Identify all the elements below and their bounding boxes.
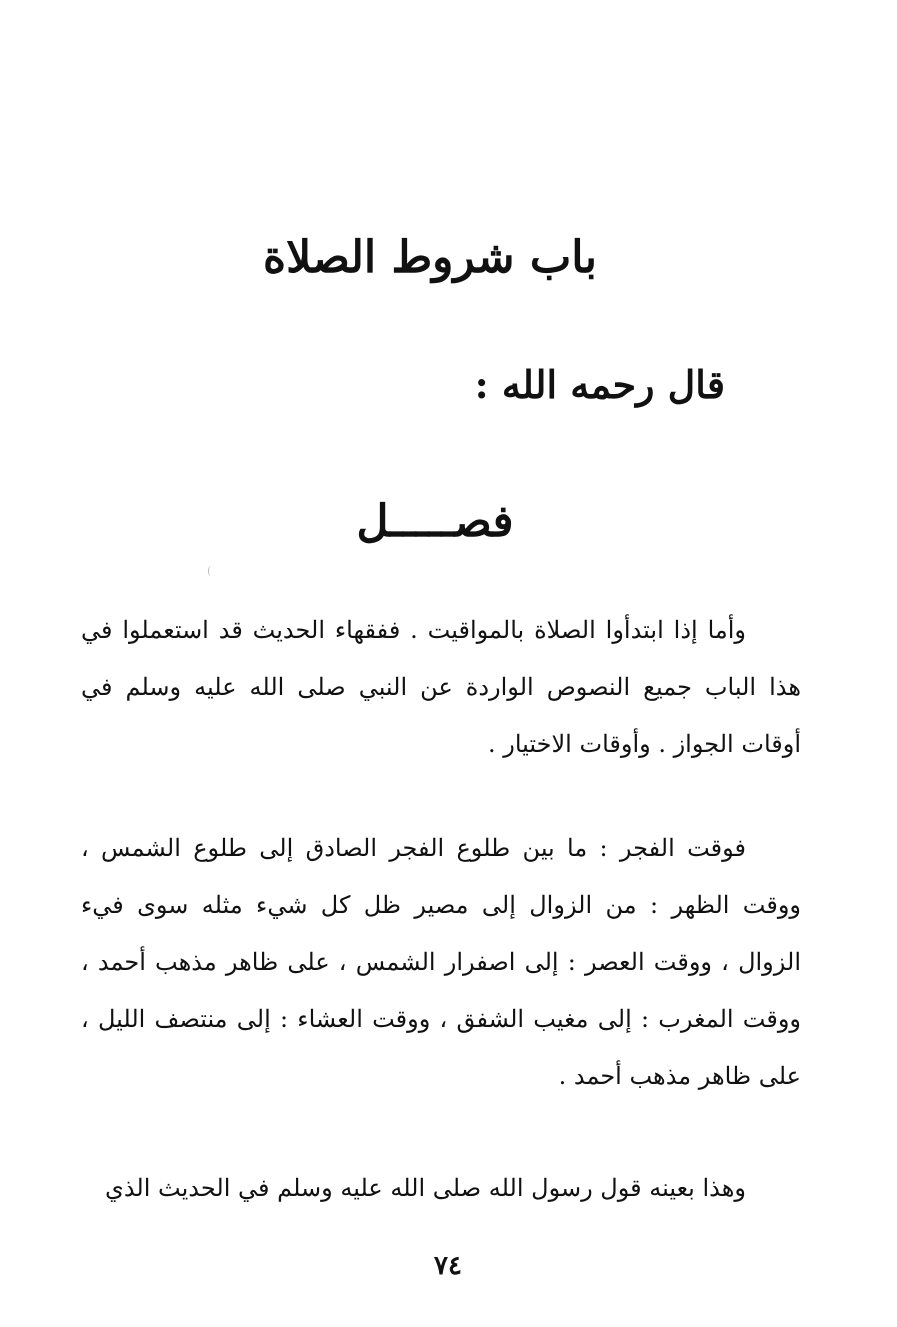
intro-line: قال رحمه الله : bbox=[474, 362, 725, 407]
paragraph-1: وأما إذا ابتدأوا الصلاة بالمواقيت . ففقهاء الحديث قد استعملوا في هذا الباب جميع النصوص الواردة عن النبي صلى الله عليه وسلم في أوقات الجواز . وأوقات الاختيار . bbox=[81, 616, 801, 758]
stray-mark bbox=[208, 566, 213, 576]
page-number: ٧٤ bbox=[434, 1251, 462, 1281]
paragraph-2: فوقت الفجر : ما بين طلوع الفجر الصادق إلى طلوع الشمس ، ووقت الظهر : من الزوال إلى مصير ظل كل شيء مثله سوى فيء الزوال ، ووقت العصر : إلى اصفرار الشمس ، على ظاهر مذهب أحمد ، ووقت المغرب : إلى مغيب الشفق ، ووقت العشاء : إلى منتصف الليل ، على ظاهر مذهب أحمد . bbox=[81, 834, 801, 1090]
chapter-title: باب شروط الصلاة bbox=[263, 232, 597, 283]
section-heading: فصـــــل bbox=[356, 496, 514, 547]
paragraph-3: وهذا بعينه قول رسول الله صلى الله عليه وسلم في الحديث الذي bbox=[105, 1174, 746, 1202]
